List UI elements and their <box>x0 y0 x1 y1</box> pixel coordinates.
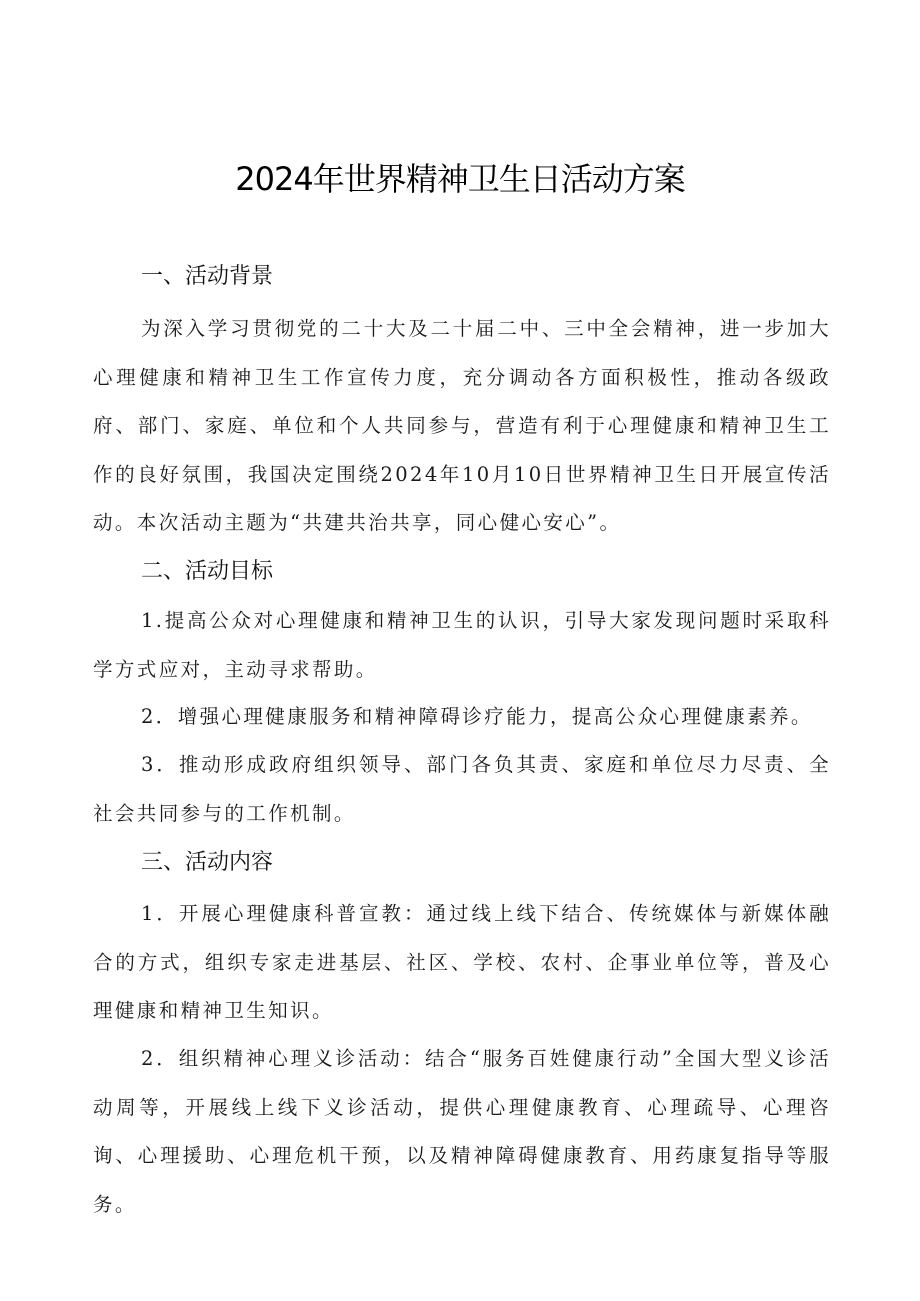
section-heading-background: 一、活动背景 <box>141 264 274 289</box>
paragraph-goal-3: 3．推动形成政府组织领导、部门各负其责、家庭和单位尽力尽责、全社会共同参与的工作机制。 <box>93 753 831 825</box>
paragraph-goal-1: 1.提高公众对心理健康和精神卫生的认识，引导大家发现问题时采取科学方式应对，主动寻求帮助。 <box>93 609 831 681</box>
paragraph-goal-2: 2．增强心理健康服务和精神障碍诊疗能力，提高公众心理健康素养。 <box>141 705 813 728</box>
document-title: 2024年世界精神卫生日活动方案 <box>235 160 685 198</box>
paragraph-content-2: 2．组织精神心理义诊活动：结合“服务百姓健康行动”全国大型义诊活动周等，开展线上线下义诊活动，提供心理健康教育、心理疏导、心理咨询、心理援助、心理危机干预，以及精神障碍健康教育、用药康复指导等服务。 <box>93 1047 831 1216</box>
paragraph-background: 为深入学习贯彻党的二十大及二十届二中、三中全会精神，进一步加大心理健康和精神卫生工作宣传力度，充分调动各方面积极性，推动各级政府、部门、家庭、单位和个人共同参与，营造有利于心理健康和精神卫生工作的良好氛围，我国决定围绕2024年10月10日世界精神卫生日开展宣传活动。本次活动主题为“共建共治共享，同心健心安心”。 <box>93 317 831 534</box>
section-heading-goals: 二、活动目标 <box>141 559 274 584</box>
section-heading-content: 三、活动内容 <box>141 850 274 875</box>
paragraph-content-1: 1．开展心理健康科普宣教：通过线上线下结合、传统媒体与新媒体融合的方式，组织专家走进基层、社区、学校、农村、企事业单位等，普及心理健康和精神卫生知识。 <box>93 902 831 1022</box>
